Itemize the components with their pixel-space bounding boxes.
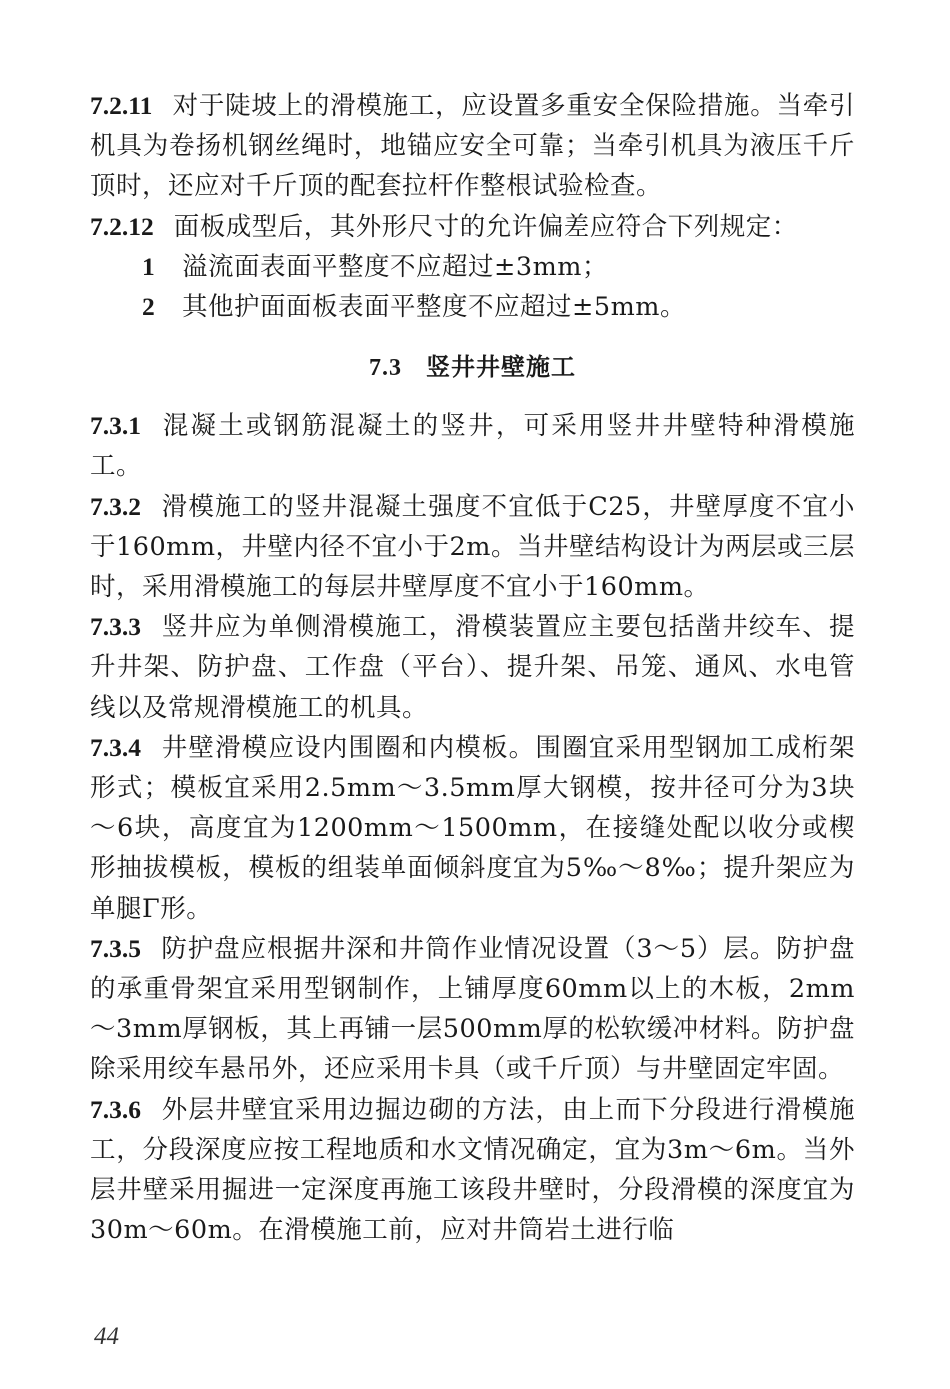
clause-7-2-12 — [90, 207, 855, 247]
item-text: 其他护面面板表面平整度不应超过±5mm。 — [182, 292, 686, 323]
clause-text: 对于陡坡上的滑模施工，应设置多重安全保险措施。当牵引机具为卷扬机钢丝绳时，地锚应安全可靠；当牵引机具为液压千斤顶时，还应对千斤顶的配套拉杆作整根试验检查。 — [90, 91, 855, 202]
clause-7-3-6 — [90, 1090, 855, 1251]
list-item-2 — [90, 287, 855, 327]
clause-text: 井壁滑模应设内围圈和内模板。围圈宜采用型钢加工成桁架形式；模板宜采用2.5mm～3.5mm厚大钢模，按井径可分为3块～6块，高度宜为1200mm～1500mm，在接缝处配以收分或楔形抽拔模板，模板的组装单面倾斜度宜为5‰～8‰；提升架应为单腿Γ形。 — [90, 732, 855, 924]
clause-7-3-1 — [90, 406, 855, 486]
item-number: 2 — [142, 292, 156, 322]
clause-number: 7.3.2 — [90, 491, 141, 521]
page-number: 44 — [94, 1323, 119, 1350]
clause-number: 7.3.5 — [90, 933, 141, 963]
clause-text: 混凝土或钢筋混凝土的竖井，可采用竖井井壁特种滑模施工。 — [90, 411, 855, 482]
clause-text: 滑模施工的竖井混凝土强度不宜低于C25，井壁厚度不宜小于160mm，井壁内径不宜小于2m。当井壁结构设计为两层或三层时，采用滑模施工的每层井壁厚度不宜小于160mm。 — [90, 491, 855, 603]
clause-7-2-11 — [90, 86, 855, 207]
section-number: 7.3 — [369, 355, 402, 382]
section-heading-7-3 — [90, 347, 855, 388]
list-item-1 — [90, 247, 855, 287]
clause-7-3-2 — [90, 487, 855, 608]
clause-number: 7.3.3 — [90, 612, 141, 642]
item-text: 溢流面表面平整度不应超过±3mm； — [182, 251, 608, 282]
clause-number: 7.3.1 — [90, 411, 141, 441]
section-title: 竖井井壁施工 — [426, 353, 576, 382]
item-number: 1 — [142, 251, 156, 281]
clause-number: 7.2.11 — [90, 91, 153, 120]
clause-text: 面板成型后，其外形尺寸的允许偏差应符合下列规定： — [173, 211, 798, 242]
clause-7-3-3 — [90, 607, 855, 728]
clause-number: 7.3.6 — [90, 1094, 141, 1124]
clause-number: 7.2.12 — [90, 211, 154, 241]
clause-7-3-4 — [90, 728, 855, 929]
clause-text: 竖井应为单侧滑模施工，滑模装置应主要包括凿井绞车、提升井架、防护盘、工作盘（平台）、提升架、吊笼、通风、水电管线以及常规滑模施工的机具。 — [90, 612, 855, 723]
document-body — [90, 86, 855, 1250]
clause-text: 防护盘应根据井深和井筒作业情况设置（3～5）层。防护盘的承重骨架宜采用型钢制作，上铺厚度60mm以上的木板，2mm～3mm厚钢板，其上再铺一层500mm厚的松软缓冲材料。防护盘除采用绞车悬吊外，还应采用卡具（或千斤顶）与井壁固定牢固。 — [90, 933, 855, 1085]
clause-text: 外层井壁宜采用边掘边砌的方法，由上而下分段进行滑模施工，分段深度应按工程地质和水文情况确定，宜为3m～6m。当外层井壁采用掘进一定深度再施工该段井壁时，分段滑模的深度宜为30m～60m。在滑模施工前，应对井筒岩土进行临 — [90, 1094, 855, 1246]
clause-number: 7.3.4 — [90, 732, 141, 762]
clause-7-3-5 — [90, 929, 855, 1090]
